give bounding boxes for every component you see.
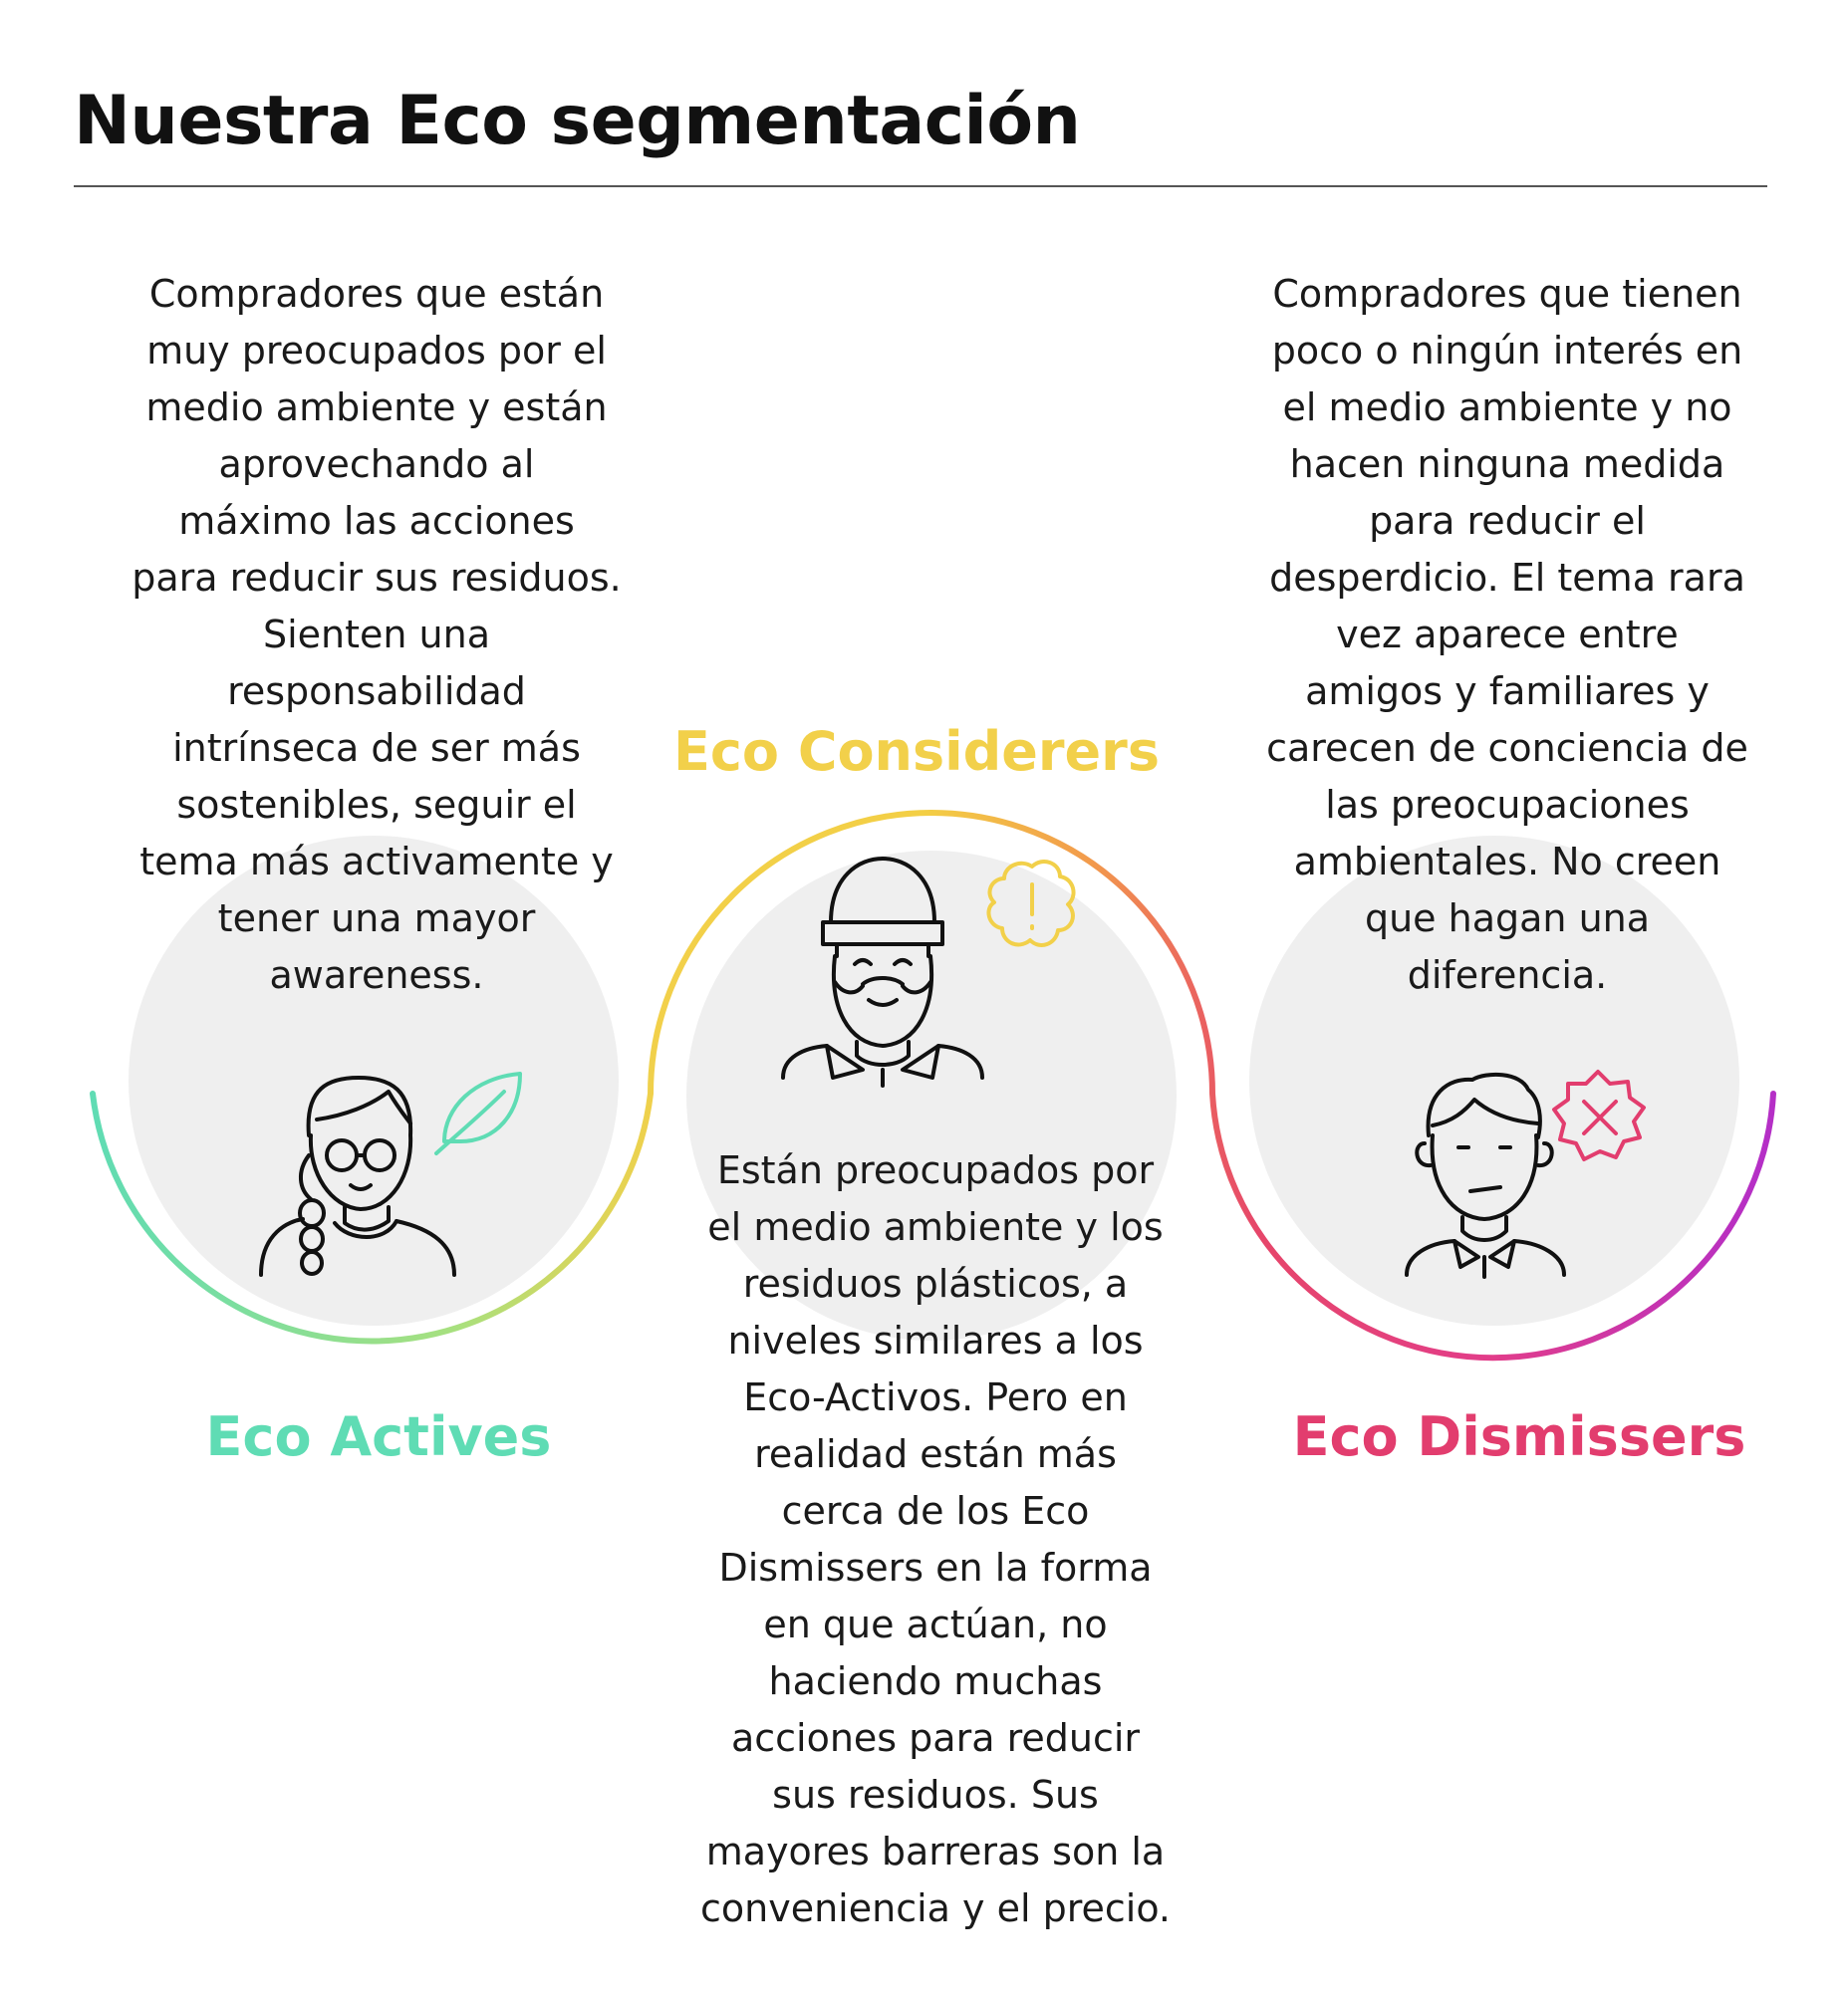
eco-actives-title: Eco Actives	[205, 1405, 552, 1468]
page-title: Nuestra Eco segmentación	[74, 82, 1081, 160]
eco-dismissers-title: Eco Dismissers	[1292, 1405, 1746, 1468]
eco-actives-description: Compradores que están muy preocupados por el medio ambiente y están aprovechando al máximo las acciones para reducir sus residuos. Sienten una responsabilidad intrínseca de ser más sostenibles, seguir el tema más activamente y tener una mayor awareness.	[132, 272, 622, 997]
eco-considerers-description: Están preocupados por el medio ambiente y los residuos plásticos, a niveles similares a los Eco-Activos. Pero en realidad están más cerca de los Eco Dismissers en la forma en que actúan, no haciendo muchas acciones para reducir sus residuos. Sus mayores barreras son la conveniencia y el precio.	[700, 1148, 1171, 1930]
eco-considerers-title: Eco Considerers	[673, 720, 1160, 783]
eco-dismissers-description: Compradores que tienen poco o ningún interés en el medio ambiente y no hacen ninguna medida para reducir el desperdicio. El tema rara vez aparece entre amigos y familiares y carecen de conciencia de las preocupaciones ambientales. No creen que hagan una diferencia.	[1266, 272, 1748, 997]
